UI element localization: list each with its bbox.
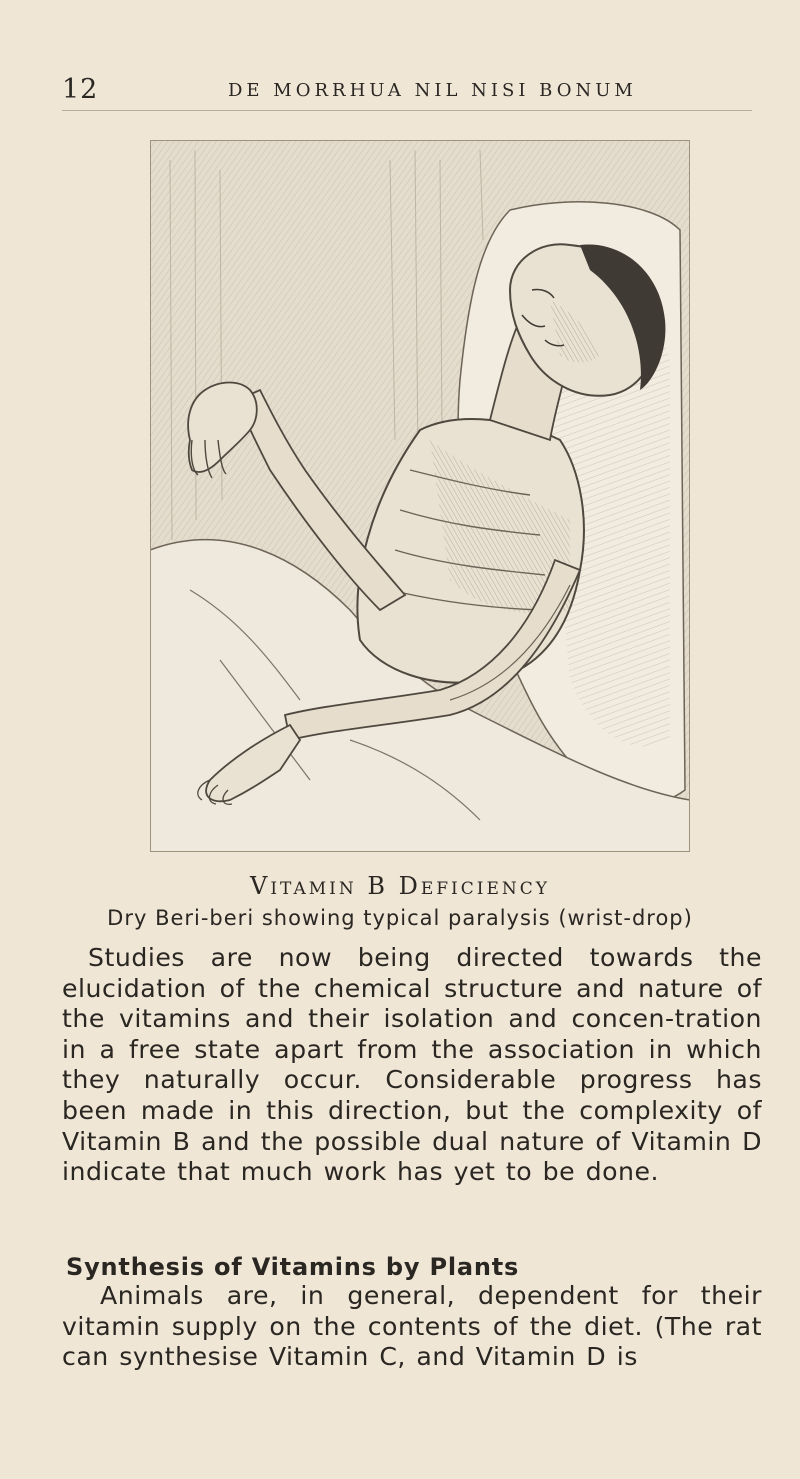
beriberi-patient-illustration <box>150 140 690 852</box>
figure-caption: Dry Beri-beri showing typical paralysis (wrist-drop) <box>107 906 693 930</box>
section-heading: Synthesis of Vitamins by Plants <box>66 1253 520 1281</box>
page-number: 12 <box>62 74 99 105</box>
body-paragraph-1: Studies are now being directed towards the elucidation of the chemical structure and nature of the vitamins and their isolation and concen-tration in a free state apart from the association in which they naturally occur. Considerable progress has been made in this direction, but the complexity of Vitamin B and the possible dual nature of Vitamin D indicate that much work has yet to be done. <box>62 943 762 1187</box>
figure-title: Vitamin B Deficiency <box>249 872 551 900</box>
running-title: DE MORRHUA NIL NISI BONUM <box>228 80 637 101</box>
header-rule <box>62 110 752 111</box>
page-header <box>62 74 752 108</box>
illustration-plate <box>150 140 690 852</box>
body-paragraph-2: Animals are, in general, dependent for their vitamin supply on the contents of the diet. (The rat can synthesise Vitamin C, and Vitamin D is <box>62 1281 762 1372</box>
